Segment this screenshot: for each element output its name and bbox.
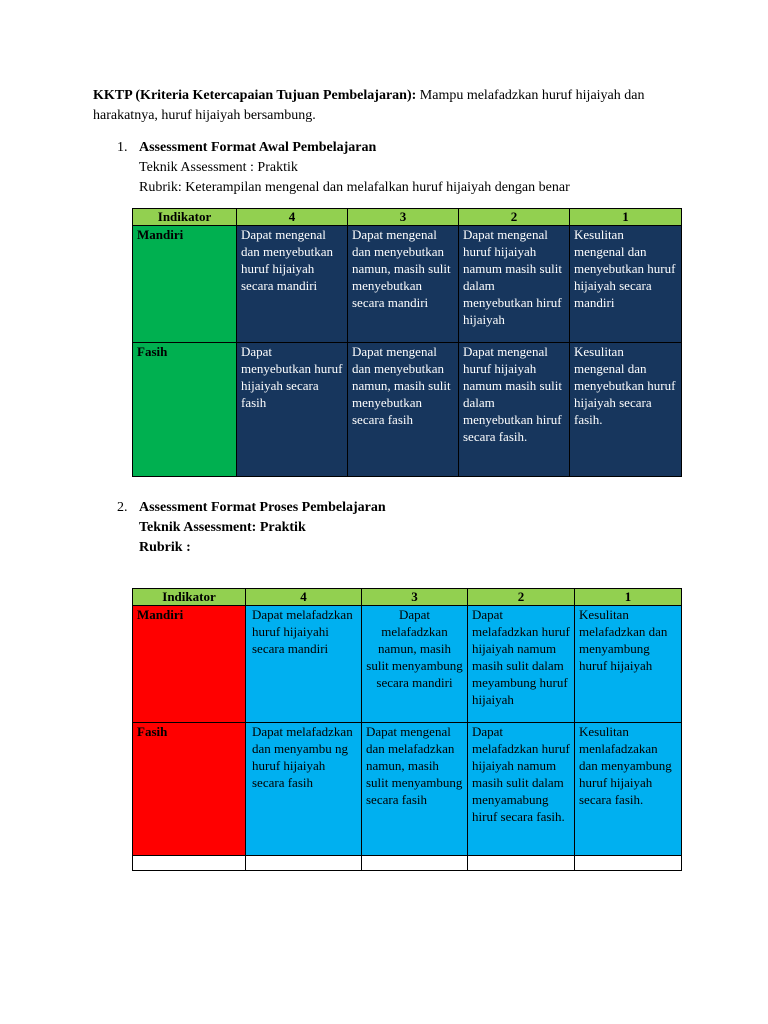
table-cell: Dapat melafadzkan dan menyambu ng huruf hijaiyah secara fasih (246, 723, 362, 856)
section-rubric: Rubrik : (139, 540, 191, 555)
section-number: 2. (117, 500, 128, 515)
header-indikator: Indikator (133, 589, 246, 606)
table-row (133, 343, 682, 477)
table-cell: Dapat mengenal dan menyebutkan namun, masih sulit menyebutkan secara mandiri (348, 226, 459, 343)
rubric-table-awal (132, 208, 682, 477)
table-row-empty (133, 856, 682, 871)
section-title: Assessment Format Proses Pembelajaran (139, 500, 386, 515)
table-cell: Dapat melafadzkan huruf hijaiyahi secara mandiri (246, 606, 362, 723)
kktp-label: KKTP (Kriteria Ketercapaian Tujuan Pembelajaran): (93, 88, 417, 103)
table-row (133, 723, 682, 856)
empty-cell (133, 856, 246, 871)
indicator-mandiri: Mandiri (133, 606, 246, 723)
table-cell: Dapat mengenal huruf hijaiyah namum masih sulit dalam menyebutkan hiruf hijaiyah (459, 226, 570, 343)
header-score-2: 2 (459, 209, 570, 226)
empty-cell (575, 856, 682, 871)
table-cell: Kesulitan mengenal dan menyebutkan huruf hijaiyah secara mandiri (570, 226, 682, 343)
table-cell: Kesulitan menlafadzakan dan menyambung huruf hijaiyah secara fasih. (575, 723, 682, 856)
kktp-paragraph (93, 86, 673, 126)
section-technique: Teknik Assessment : Praktik (139, 160, 298, 175)
section-title: Assessment Format Awal Pembelajaran (139, 140, 377, 155)
rubric-table-proses (132, 588, 682, 871)
table-cell: Kesulitan melafadzkan dan menyambung huruf hijaiyah (575, 606, 682, 723)
empty-cell (362, 856, 468, 871)
table-cell: Dapat melafadzkan huruf hijaiyah namum masih sulit dalam menyamabung hiruf secara fasih. (468, 723, 575, 856)
table-cell: Dapat mengenal huruf hijaiyah namum masih sulit dalam menyebutkan hiruf secara fasih. (459, 343, 570, 477)
section-number: 1. (117, 140, 128, 155)
header-score-4: 4 (237, 209, 348, 226)
section-rubric: Rubrik: Keterampilan mengenal dan melafalkan huruf hijaiyah dengan benar (139, 180, 570, 195)
header-score-3: 3 (362, 589, 468, 606)
table-row (133, 606, 682, 723)
table-cell: Dapat mengenal dan melafadzkan namun, masih sulit menyambung secara fasih (362, 723, 468, 856)
table-cell: Dapat mengenal dan menyebutkan namun, masih sulit menyebutkan secara fasih (348, 343, 459, 477)
table-header-row (133, 589, 682, 606)
table-cell: Dapat mengenal dan menyebutkan huruf hijaiyah secara mandiri (237, 226, 348, 343)
header-score-4: 4 (246, 589, 362, 606)
empty-cell (246, 856, 362, 871)
empty-cell (468, 856, 575, 871)
section-technique: Teknik Assessment: Praktik (139, 520, 306, 535)
header-score-1: 1 (575, 589, 682, 606)
table-cell: Dapat melafadzkan huruf hijaiyah namum masih sulit dalam meyambung huruf hijaiyah (468, 606, 575, 723)
header-score-1: 1 (570, 209, 682, 226)
indicator-fasih: Fasih (133, 343, 237, 477)
header-score-3: 3 (348, 209, 459, 226)
indicator-mandiri: Mandiri (133, 226, 237, 343)
header-indikator: Indikator (133, 209, 237, 226)
table-cell: Dapat menyebutkan huruf hijaiyah secara fasih (237, 343, 348, 477)
table-row (133, 226, 682, 343)
header-score-2: 2 (468, 589, 575, 606)
kktp-text: Mampu melafadzkan huruf hijaiyah dan harakatnya, huruf hijaiyah bersambung. (93, 88, 645, 123)
table-header-row (133, 209, 682, 226)
table-cell: Dapat melafadzkan namun, masih sulit menyambung secara mandiri (362, 606, 468, 723)
table-cell: Kesulitan mengenal dan menyebutkan huruf hijaiyah secara fasih. (570, 343, 682, 477)
indicator-fasih: Fasih (133, 723, 246, 856)
